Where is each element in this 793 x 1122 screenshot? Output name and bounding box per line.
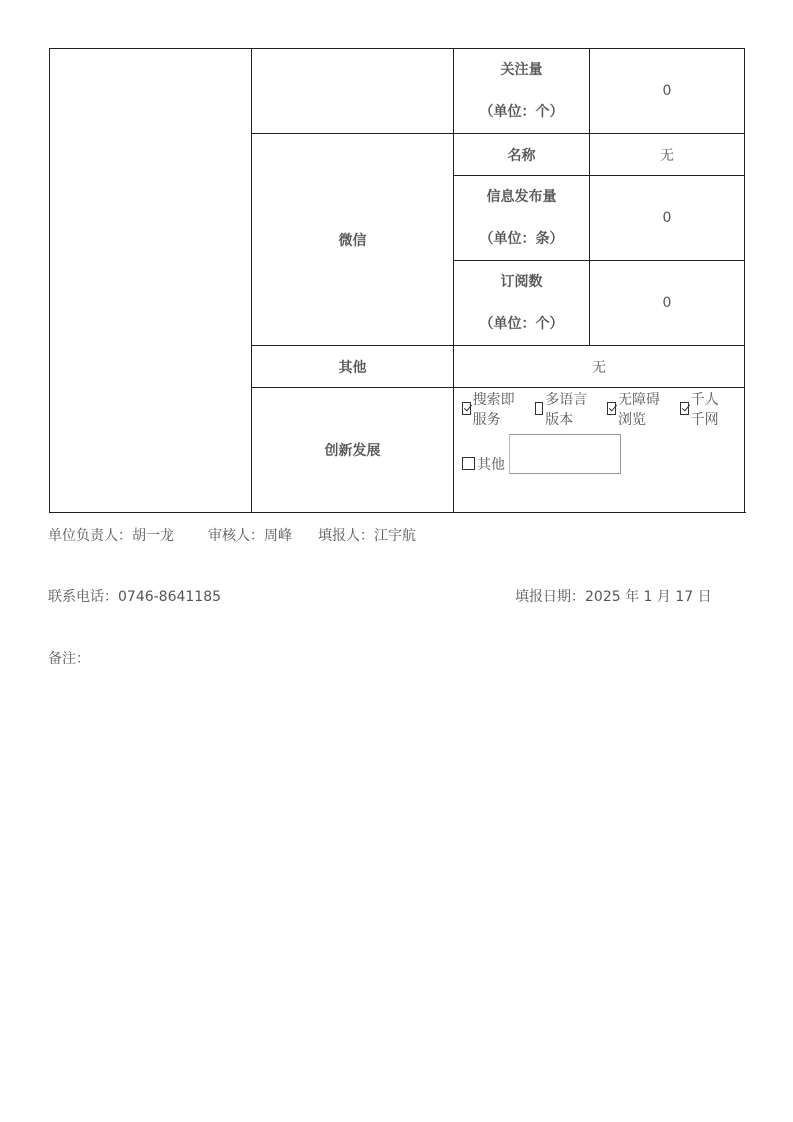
option-other[interactable] (462, 454, 505, 474)
option-accessibility[interactable] (607, 389, 660, 429)
other-value: 无 (454, 346, 745, 388)
follow-count-value: 0 (590, 49, 745, 134)
empty-category-cell (252, 49, 454, 134)
option-label: 多语言版本 (545, 392, 588, 428)
other-option-row (462, 432, 744, 474)
option-label: 搜索即服务 (472, 392, 515, 428)
option-label: 无障碍浏览 (617, 392, 660, 428)
option-label: 千人千网 (690, 392, 719, 428)
innovation-label: 创新发展 (252, 388, 454, 513)
innovation-options-row (462, 392, 744, 428)
report-date-text: 填报日期：2025 年 1 月 17 日 (515, 589, 712, 605)
follow-count-label (454, 49, 590, 134)
option-search-service[interactable] (462, 389, 515, 429)
subscribe-count-label-line1: 订阅数 (500, 274, 543, 290)
subscribe-count-label-line2: （单位：个） (479, 316, 564, 332)
filler-text: 填报人：江宇航 (318, 528, 416, 544)
signature-line (48, 525, 416, 545)
empty-left-cell (50, 49, 252, 513)
checkbox-checked-icon[interactable] (607, 402, 616, 415)
remark-text: 备注： (48, 651, 90, 667)
checkbox-unchecked-icon[interactable] (462, 457, 475, 470)
reviewer-text: 审核人：周峰 (208, 528, 292, 544)
other-text-input[interactable] (509, 434, 621, 474)
follow-count-label-line2: （单位：个） (479, 104, 564, 120)
option-personalized[interactable] (680, 389, 724, 429)
option-multilanguage[interactable] (535, 389, 588, 429)
leader-text: 单位负责人：胡一龙 (48, 528, 174, 544)
other-label: 其他 (252, 346, 454, 388)
publish-count-label (454, 176, 590, 261)
wechat-label: 微信 (252, 134, 454, 346)
innovation-options (454, 388, 745, 513)
follow-count-label-line1: 关注量 (500, 62, 543, 78)
subscribe-count-value: 0 (590, 261, 745, 346)
option-label: 其他 (477, 457, 505, 473)
checkbox-checked-icon[interactable] (680, 402, 689, 415)
phone-text: 联系电话：0746-8641185 (48, 589, 222, 605)
publish-count-value: 0 (590, 176, 745, 261)
report-table (49, 48, 745, 513)
checkbox-checked-icon[interactable] (462, 402, 471, 415)
checkbox-unchecked-icon[interactable] (535, 402, 544, 415)
publish-count-label-line2: （单位：条） (479, 231, 564, 247)
subscribe-count-label (454, 261, 590, 346)
name-label: 名称 (454, 134, 590, 176)
publish-count-label-line1: 信息发布量 (486, 189, 557, 205)
name-value: 无 (590, 134, 745, 176)
